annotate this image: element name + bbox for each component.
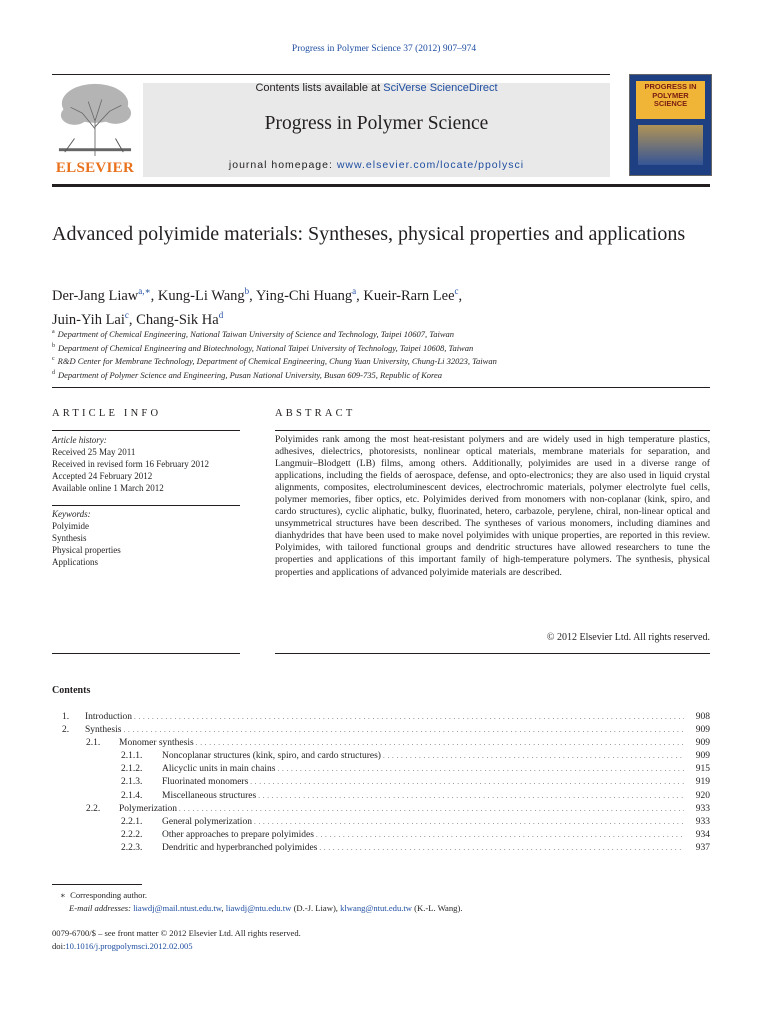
footnote-rule	[52, 884, 142, 885]
journal-title: Progress in Polymer Science	[264, 113, 489, 134]
toc-page-number: 908	[695, 712, 710, 722]
elsevier-wordmark: ELSEVIER	[55, 160, 135, 176]
author-list	[52, 282, 692, 330]
keyword[interactable]: Polyimide	[52, 521, 90, 531]
toc-page-number: 934	[695, 829, 710, 840]
toc-entry[interactable]	[52, 776, 710, 789]
toc-title[interactable]: Polymerization	[119, 803, 178, 814]
toc-title[interactable]: Introduction	[85, 712, 132, 722]
toc-entry[interactable]	[52, 711, 710, 724]
online-date: Available online 1 March 2012	[52, 483, 164, 493]
affiliation-marker: d	[52, 369, 55, 376]
author-separator: ,	[458, 287, 463, 304]
toc-page-number: 919	[695, 777, 710, 788]
info-rule	[52, 430, 240, 431]
affiliation	[52, 368, 712, 382]
elsevier-tree-logo[interactable]	[52, 80, 138, 158]
info-rule	[52, 653, 240, 654]
journal-homepage	[143, 159, 610, 171]
toc-leader-dots	[258, 790, 684, 803]
info-rule	[52, 505, 240, 506]
cover-title: PROGRESS IN POLYMER SCIENCE	[644, 82, 697, 108]
author-affiliation-marker[interactable]: b	[244, 286, 250, 296]
issn-note: 0079-6700/$ – see front matter © 2012 Elsevier Ltd. All rights reserved.	[52, 928, 301, 938]
journal-cover-thumbnail[interactable]	[629, 74, 712, 176]
email-link[interactable]: liawdj@ntu.edu.tw	[225, 902, 292, 913]
affiliation	[52, 341, 712, 355]
toc-page-number: 920	[695, 790, 710, 801]
toc-leader-dots	[383, 750, 684, 763]
cover-artwork	[638, 125, 703, 165]
toc-number: 2.1.3.	[121, 777, 143, 788]
email-label: E-mail addresses:	[69, 902, 131, 913]
abstract-copyright: © 2012 Elsevier Ltd. All rights reserved.	[546, 632, 710, 643]
bottom-notes	[52, 927, 712, 952]
contents-available	[143, 82, 610, 94]
article-title: Advanced polyimide materials: Syntheses, physical properties and applications	[52, 223, 686, 245]
toc-entry[interactable]	[52, 750, 710, 763]
footnote-corresponding: Corresponding author.	[70, 890, 147, 900]
toc-entry[interactable]	[52, 803, 710, 816]
affiliation-marker: c	[52, 356, 55, 363]
toc-leader-dots	[316, 829, 684, 842]
abstract-rule	[275, 430, 710, 431]
toc-entry[interactable]	[52, 842, 710, 855]
affiliation-text: Department of Chemical Engineering and Biotechnology, National Taipei University of Technology, Taipei 10608, Taiwan	[58, 342, 474, 353]
toc-number: 2.	[62, 725, 70, 736]
toc-title[interactable]: General polymerization	[162, 816, 252, 827]
keyword[interactable]: Applications	[52, 557, 98, 567]
author-affiliation-marker[interactable]: c	[454, 286, 459, 296]
affiliation	[52, 354, 712, 368]
abstract-heading: ABSTRACT	[275, 408, 356, 419]
email-link[interactable]: liawdj@mail.ntust.edu.tw	[133, 902, 222, 913]
toc-title[interactable]: Noncoplanar structures (kink, spiro, and cardo structures)	[162, 751, 381, 762]
header-bottom-rule	[52, 184, 710, 187]
author-separator: ,	[128, 311, 137, 328]
email-link[interactable]: klwang@ntut.edu.tw	[340, 902, 412, 913]
toc-number: 2.2.	[86, 803, 101, 814]
toc-number: 2.1.	[86, 738, 101, 749]
toc-title[interactable]: Alicyclic units in main chains	[162, 764, 276, 775]
author-name[interactable]: Chang-Sik Ha	[136, 311, 219, 328]
author-affiliation-marker[interactable]: d	[218, 309, 224, 320]
toc-title[interactable]: Other approaches to prepare polyimides	[162, 829, 314, 840]
toc-page-number: 937	[695, 842, 710, 853]
keyword[interactable]: Physical properties	[52, 545, 121, 555]
author-name[interactable]: Kung-Li Wang	[157, 287, 245, 304]
affiliation-text: Department of Polymer Science and Engineering, Pusan National University, Busan 609-735, Republic of Korea	[58, 369, 443, 380]
affiliation	[52, 327, 712, 341]
received-date: Received 25 May 2011	[52, 447, 136, 457]
author-affiliation-marker[interactable]: a	[352, 286, 357, 296]
doi-label: doi:	[52, 940, 66, 951]
toc-title[interactable]: Monomer synthesis	[119, 738, 194, 749]
email-owner: (K.-L. Wang).	[414, 902, 463, 913]
toc-entry[interactable]	[52, 816, 710, 829]
contents-available-label: Contents lists available at	[255, 82, 384, 94]
revised-date: Received in revised form 16 February 2012	[52, 459, 209, 469]
toc-title[interactable]: Miscellaneous structures	[162, 790, 257, 801]
toc-title[interactable]: Dendritic and hyperbranched polyimides	[162, 842, 318, 853]
toc-leader-dots	[250, 776, 684, 789]
abstract-text: Polyimides rank among the most heat-resistant polymers and are widely used in high temperature plastics, adhesives, dielectrics, photoresists, nonlinear optical materials, membrane materials for separation, and Langmuir–Blodgett (LB) films, among others. Additionally, polyimides are used in a diverse range of applications, including the fields of aerospace, defense, and opto-electronics; they are also used in liquid crystal alignments, composites, electroluminescent devices, electrochromic materials, polymer electrolyte fuel cells, polymer memories, fiber optics, etc. Polyimides derived from monomers with non-coplanar (kink, spiro, and cardo structures), cyclic aliphatic, bulky, fluorinated, hetero, carbazole, perylene, chiral, non-linear optical and unsymmetrical structures have been described. The syntheses of various monomers, including diamines and dianhydrides that have been used to make novel polyimides with unique properties, are reported in this review. Polyimides, with tailored functional groups and dendritic structures have allowed researchers to tune the properties and applications of this important family of high-temperature polymers. The synthesis, physical properties and applications of advanced polyimide materials are described.	[275, 434, 710, 578]
keywords-label: Keywords:	[52, 509, 91, 519]
toc-page-number: 909	[695, 725, 710, 736]
author-separator: ,	[150, 287, 158, 304]
toc-number: 2.1.2.	[121, 764, 143, 775]
abstract-rule	[275, 653, 710, 654]
toc-entry[interactable]	[52, 737, 710, 750]
toc-leader-dots	[179, 803, 684, 816]
toc-page-number: 909	[695, 751, 710, 762]
header-top-rule	[52, 74, 610, 75]
affiliation-text: Department of Chemical Engineering, National Taiwan University of Science and Technology, Taipei 10607, Taiwan	[57, 328, 455, 339]
toc-title[interactable]: Fluorinated monomers	[162, 777, 249, 788]
toc-title[interactable]: Synthesis	[85, 725, 122, 736]
toc-number: 2.2.2.	[121, 829, 143, 840]
author-name[interactable]: Juin-Yih Lai	[52, 311, 125, 328]
toc-leader-dots	[319, 842, 684, 855]
toc-leader-dots	[196, 737, 684, 750]
accepted-date: Accepted 24 February 2012	[52, 471, 153, 481]
doi-link[interactable]: 10.1016/j.progpolymsci.2012.02.005	[65, 940, 193, 951]
keywords	[52, 508, 242, 568]
toc-entry[interactable]	[52, 763, 710, 776]
toc-page-number: 933	[695, 816, 710, 827]
email-owner: (D.-J. Liaw),	[293, 902, 338, 913]
toc-leader-dots	[134, 711, 684, 724]
homepage-link[interactable]: www.elsevier.com/locate/ppolysci	[336, 159, 525, 171]
toc-page-number: 915	[695, 764, 710, 775]
footnote-marker: ∗	[60, 890, 66, 900]
toc-number: 2.2.1.	[121, 816, 143, 827]
author-affiliation-marker[interactable]: a,∗	[138, 286, 151, 296]
toc-number: 1.	[62, 712, 70, 722]
toc-leader-dots	[123, 724, 684, 737]
affiliation-marker: a	[52, 329, 55, 335]
toc-entry[interactable]	[52, 724, 710, 737]
article-history	[52, 434, 242, 494]
affiliation-text: R&D Center for Membrane Technology, Department of Chemical Engineering, Chung Yuan University, Chung-Li 32023, Taiwan	[57, 356, 497, 367]
toc-entry[interactable]	[52, 790, 710, 803]
author-name[interactable]: Ying-Chi Huang	[255, 287, 353, 304]
toc-leader-dots	[254, 816, 684, 829]
author-affiliation-marker[interactable]: c	[124, 309, 129, 320]
sciencedirect-link[interactable]: SciVerse ScienceDirect	[383, 82, 498, 94]
keyword[interactable]: Synthesis	[52, 533, 87, 543]
author-separator: ,	[356, 287, 364, 304]
section-rule	[52, 387, 710, 388]
author-separator: ,	[249, 287, 256, 304]
contents-heading: Contents	[52, 685, 91, 696]
toc-leader-dots	[277, 763, 684, 776]
author-name[interactable]: Kueir-Rarn Lee	[363, 287, 455, 304]
toc-page-number: 933	[695, 803, 710, 814]
corresponding-author-footnote: ∗ Corresponding author. E-mail addresses: liawdj@mail.ntust.edu.tw, liawdj@ntu.edu.tw (D.-J. Liaw), klwang@ntut.edu.tw (K.-L. Wang).	[60, 890, 463, 913]
toc-number: 2.1.1.	[121, 751, 143, 762]
article-info-heading: ARTICLE INFO	[52, 408, 162, 419]
journal-reference-link[interactable]: Progress in Polymer Science 37 (2012) 907–974	[291, 44, 477, 54]
author-name[interactable]: Der-Jang Liaw	[52, 287, 139, 304]
affiliation-marker: b	[52, 342, 55, 349]
homepage-label: journal homepage:	[228, 159, 337, 171]
toc-page-number: 909	[695, 738, 710, 749]
toc-entry[interactable]	[52, 829, 710, 842]
history-label: Article history:	[52, 435, 107, 445]
table-of-contents	[52, 711, 710, 855]
toc-number: 2.2.3.	[121, 842, 143, 853]
toc-number: 2.1.4.	[121, 790, 143, 801]
affiliation-list	[52, 327, 712, 382]
